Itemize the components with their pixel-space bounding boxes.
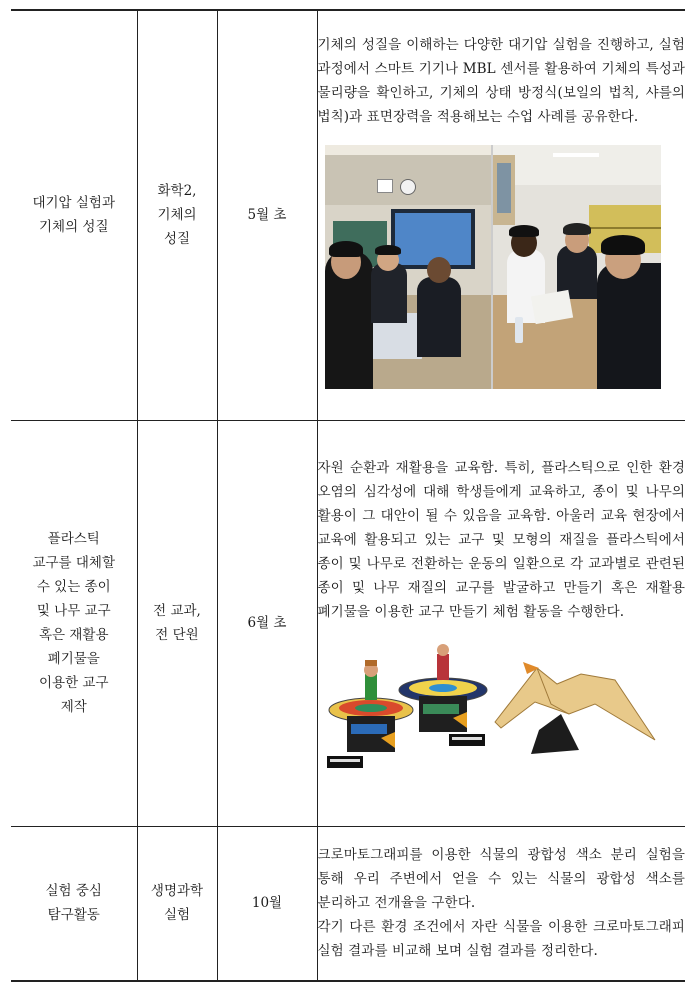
- timing-cell: 6월 초: [217, 420, 317, 826]
- curriculum-table: [11, 9, 685, 982]
- table-row: [11, 826, 685, 981]
- subject-cell: 생명과학 실험: [137, 826, 217, 981]
- classroom-experiment-photo: [325, 145, 661, 389]
- table-row: [11, 10, 685, 420]
- timing-cell: 5월 초: [217, 10, 317, 420]
- description-text: 기체의 성질을 이해하는 다양한 대기압 실험을 진행하고, 실험 과정에서 스마트 기기나 MBL 센서를 활용하여 기체의 특성과 물리량을 확인하고, 기체의 상태 방정식(보일의 법칙, 샤를의 법칙)과 표면장력을 적용해보는 수업 사례를 공유한다.: [317, 37, 685, 126]
- description-cell: [317, 826, 685, 981]
- subject-cell: 전 교과, 전 단원: [137, 420, 217, 826]
- subject-cell: 화학2, 기체의 성질: [137, 10, 217, 420]
- timing-cell: 10월: [217, 826, 317, 981]
- classroom-photo-right: [493, 145, 661, 389]
- topic-cell: 플라스틱 교구를 대체할 수 있는 종이 및 나무 교구 혹은 재활용 폐기물을 이용한 교구 제작: [11, 420, 137, 826]
- description-cell: [317, 10, 685, 420]
- description-text: 크로마토그래피를 이용한 식물의 광합성 색소 분리 실험을 통해 우리 주변에서 얻을 수 있는 식물의 광합성 색소를 분리하고 전개율을 구한다. 각기 다른 환경 조건에서 자란 식물을 이용한 크로마토그래피 실험 결과를 비교해 보며 실험 결과를 정리한다.: [317, 847, 685, 960]
- topic-cell: 대기압 실험과 기체의 성질: [11, 10, 137, 420]
- paper-models-illustration: [325, 644, 661, 784]
- description-cell: [317, 420, 685, 826]
- paper-teaching-tools-photo: [325, 644, 661, 784]
- topic-cell: 실험 중심 탐구활동: [11, 826, 137, 981]
- description-text: 자원 순환과 재활용을 교육함. 특히, 플라스틱으로 인한 환경 오염의 심각성에 대해 학생들에게 교육하고, 종이 및 나무의 활용이 그 대안이 될 수 있음을 교육함. 아울러 교육 현장에서 교육에 활용되고 있는 교구 및 모형의 재질을 플라스틱에서 종이 및 나무로 전환하는 운동의 일환으로 각 교과별로 관련된 종이 및 나무 재질의 교구를 발굴하고 만들기 혹은 재활용 폐기물을 이용한 교구 만들기 체험 활동을 수행한다.: [317, 460, 685, 620]
- classroom-photo-left: [325, 145, 491, 389]
- table-row: [11, 420, 685, 826]
